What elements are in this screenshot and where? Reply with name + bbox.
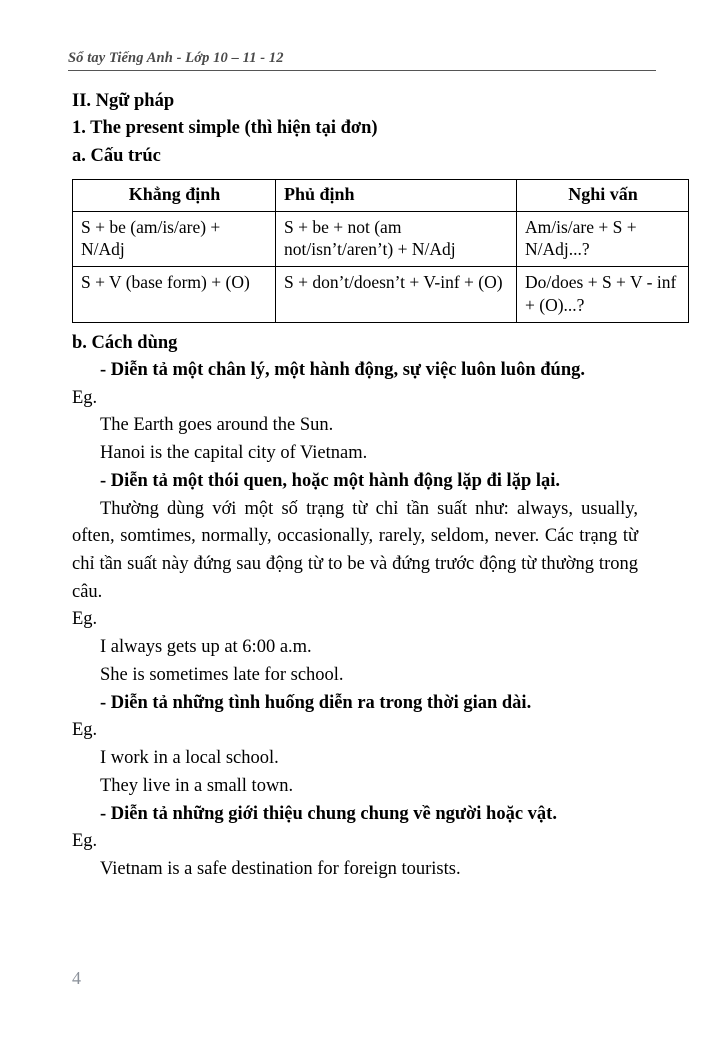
page-body bbox=[72, 88, 677, 884]
eg-label-3: Eg. bbox=[72, 720, 98, 741]
example-sentence: She is sometimes late for school. bbox=[100, 664, 344, 685]
table-header-row bbox=[73, 180, 689, 211]
table-column-header-negative: Phủ định bbox=[276, 180, 517, 211]
part-b-heading: b. Cách dùng bbox=[72, 332, 178, 353]
example-sentence: Vietnam is a safe destination for foreign tourists. bbox=[100, 859, 461, 880]
part-a-heading: a. Cấu trúc bbox=[72, 145, 161, 166]
section-heading: II. Ngữ pháp bbox=[72, 91, 175, 111]
structure-table bbox=[72, 179, 689, 322]
table-row bbox=[73, 211, 689, 267]
example-sentence: I always gets up at 6:00 a.m. bbox=[100, 637, 312, 658]
running-header bbox=[68, 50, 656, 71]
usage-bullet-1: - Diễn tả một chân lý, một hành động, sự việc luôn luôn đúng. bbox=[100, 359, 586, 380]
running-header-title: Sổ tay Tiếng Anh - Lớp 10 – 11 - 12 bbox=[68, 50, 284, 66]
usage-bullet-3: - Diễn tả những tình huống diễn ra trong thời gian dài. bbox=[100, 692, 532, 713]
eg-label-4: Eg. bbox=[72, 831, 98, 852]
table-body bbox=[73, 211, 689, 322]
eg-label-2: Eg. bbox=[72, 609, 98, 630]
usage-bullet-2: - Diễn tả một thói quen, hoặc một hành động lặp đi lặp lại. bbox=[100, 470, 561, 491]
subsection-heading: 1. The present simple (thì hiện tại đơn) bbox=[72, 118, 378, 139]
usage-note-2: Thường dùng với một số trạng từ chỉ tần suất như: always, usually, often, somtimes, normally, occasionally, rarely, seldom, never. Các trạng từ chỉ tần suất này đứng sau động từ to be và đứng trước động từ thường trong câu. bbox=[72, 498, 638, 602]
table-cell-be-interrogative: Am/is/are + S + N/Adj...? bbox=[517, 211, 689, 267]
table-cell-be-affirmative: S + be (am/is/are) + N/Adj bbox=[73, 211, 276, 267]
example-sentence: They live in a small town. bbox=[100, 775, 294, 796]
usage-bullet-4: - Diễn tả những giới thiệu chung chung về người hoặc vật. bbox=[100, 803, 557, 824]
table-head bbox=[73, 180, 689, 211]
table-column-header-affirmative: Khẳng định bbox=[73, 180, 276, 211]
table-column-header-interrogative: Nghi vấn bbox=[517, 180, 689, 211]
header-divider bbox=[68, 70, 656, 71]
table-cell-verb-interrogative: Do/does + S + V - inf + (O)...? bbox=[517, 267, 689, 323]
table-cell-verb-affirmative: S + V (base form) + (O) bbox=[73, 267, 276, 323]
page-number: 4 bbox=[72, 968, 81, 988]
table-cell-be-negative: S + be + not (am not/isn’t/aren’t) + N/Adj bbox=[276, 211, 517, 267]
example-sentence: Hanoi is the capital city of Vietnam. bbox=[100, 443, 368, 464]
table-cell-verb-negative: S + don’t/doesn’t + V-inf + (O) bbox=[276, 267, 517, 323]
example-sentence: I work in a local school. bbox=[100, 748, 279, 769]
eg-label-1: Eg. bbox=[72, 387, 98, 408]
example-sentence: The Earth goes around the Sun. bbox=[100, 415, 334, 436]
table-row bbox=[73, 267, 689, 323]
